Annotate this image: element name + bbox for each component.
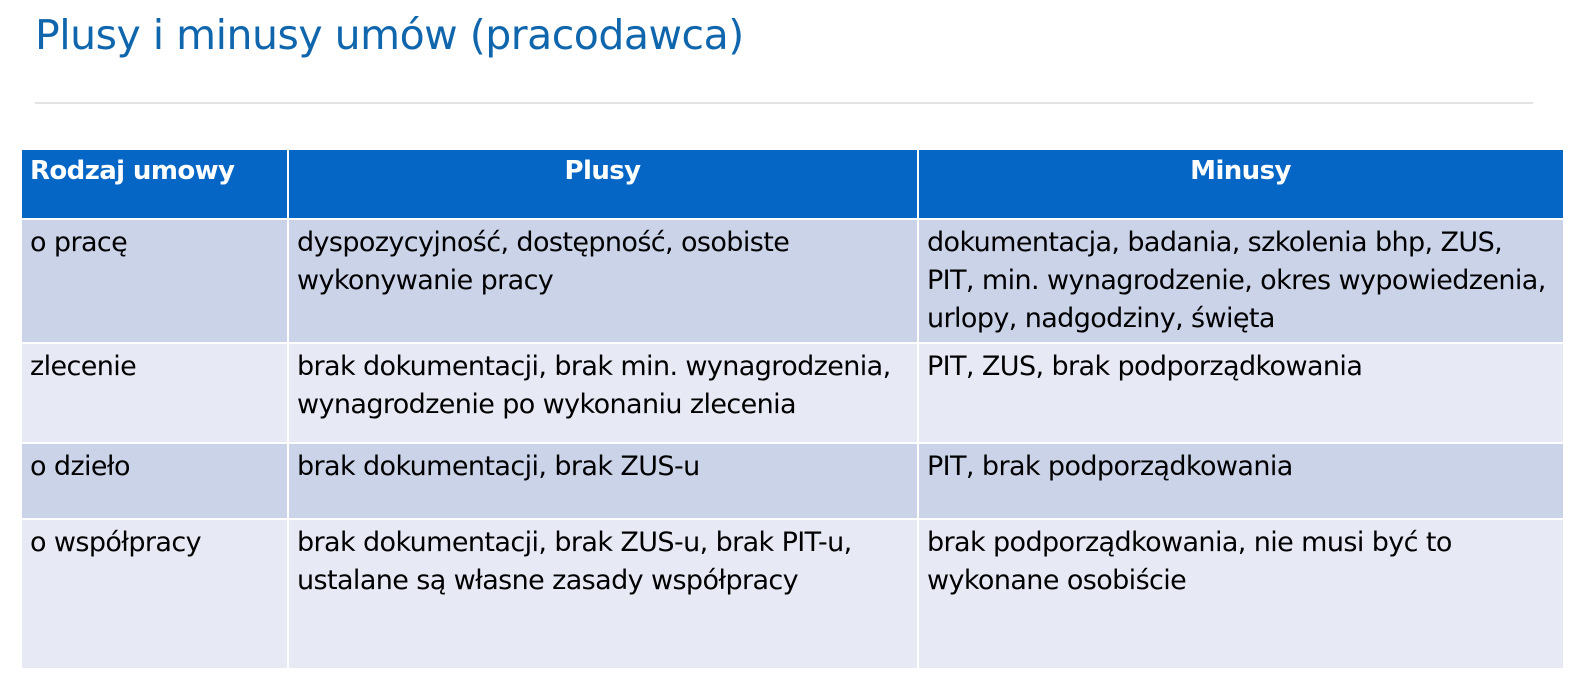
- title-divider: [35, 102, 1533, 104]
- cell-pluses: brak dokumentacji, brak ZUS-u: [288, 443, 918, 519]
- cell-minuses: dokumentacja, badania, szkolenia bhp, ZUS, PIT, min. wynagrodzenie, okres wypowiedzenia, urlopy, nadgodziny, święta: [918, 219, 1564, 343]
- table-header-row: [21, 149, 1564, 219]
- table-row: [21, 443, 1564, 519]
- cell-pluses: brak dokumentacji, brak min. wynagrodzenia, wynagrodzenie po wykonaniu zlecenia: [288, 343, 918, 443]
- header-contract-type: Rodzaj umowy: [21, 149, 288, 219]
- cell-contract-type: o pracę: [21, 219, 288, 343]
- header-pluses: Plusy: [288, 149, 918, 219]
- cell-pluses: brak dokumentacji, brak ZUS-u, brak PIT-u, ustalane są własne zasady współpracy: [288, 519, 918, 669]
- table-row: [21, 519, 1564, 669]
- cell-minuses: PIT, ZUS, brak podporządkowania: [918, 343, 1564, 443]
- cell-contract-type: o dzieło: [21, 443, 288, 519]
- cell-minuses: PIT, brak podporządkowania: [918, 443, 1564, 519]
- cell-pluses: dyspozycyjność, dostępność, osobiste wykonywanie pracy: [288, 219, 918, 343]
- table-row: [21, 219, 1564, 343]
- header-minuses: Minusy: [918, 149, 1564, 219]
- cell-contract-type: zlecenie: [21, 343, 288, 443]
- table-row: [21, 343, 1564, 443]
- page-title: Plusy i minusy umów (pracodawca): [35, 11, 744, 59]
- cell-minuses: brak podporządkowania, nie musi być to wykonane osobiście: [918, 519, 1564, 669]
- cell-contract-type: o współpracy: [21, 519, 288, 669]
- contracts-table: [20, 148, 1565, 670]
